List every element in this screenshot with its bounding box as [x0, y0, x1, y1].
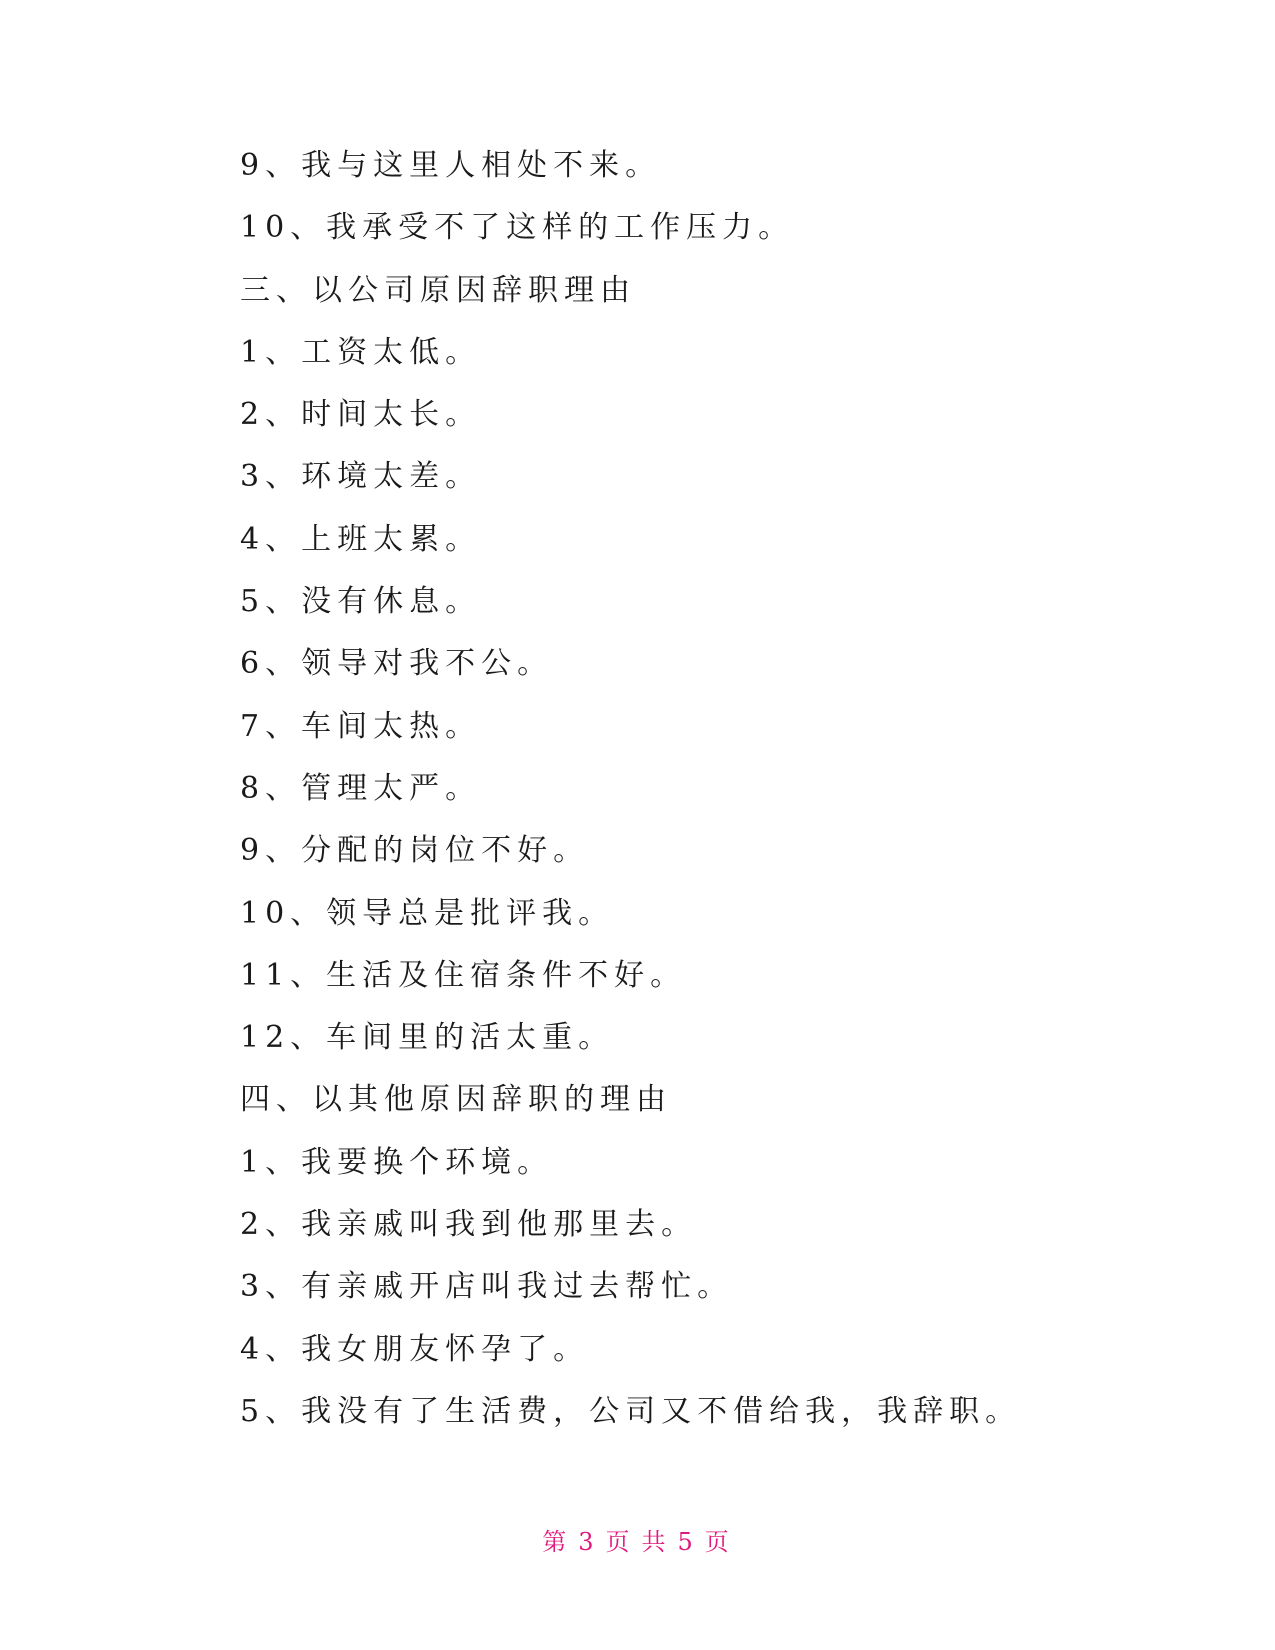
- section-heading: 三、以公司原因辞职理由: [240, 272, 636, 308]
- list-item: 8、管理太严。: [240, 770, 482, 806]
- section-heading: 四、以其他原因辞职的理由: [240, 1082, 672, 1118]
- footer-di: 第: [542, 1528, 571, 1556]
- footer-page-number: 3: [578, 1528, 598, 1556]
- list-item: 4、我女朋友怀孕了。: [240, 1331, 590, 1367]
- list-item: 9、分配的岗位不好。: [240, 833, 590, 869]
- list-item: 1、我要换个环境。: [240, 1144, 554, 1180]
- list-item: 5、没有休息。: [240, 584, 482, 620]
- list-item: 10、领导总是批评我。: [240, 895, 615, 931]
- list-item: 4、上班太累。: [240, 521, 482, 557]
- list-item: 6、领导对我不公。: [240, 646, 554, 682]
- list-item: 11、生活及住宿条件不好。: [240, 957, 687, 993]
- list-item: 7、车间太热。: [240, 708, 482, 744]
- footer-ye: 页: [605, 1528, 634, 1556]
- page-footer: [0, 1522, 1275, 1557]
- list-item: 10、我承受不了这样的工作压力。: [240, 210, 795, 246]
- list-item: 9、我与这里人相处不来。: [240, 148, 662, 183]
- list-item: 1、工资太低。: [240, 334, 482, 370]
- list-item: 3、环境太差。: [240, 459, 482, 495]
- list-item: 3、有亲戚开店叫我过去帮忙。: [240, 1269, 734, 1305]
- list-item: 12、车间里的活太重。: [240, 1020, 615, 1056]
- document-body: [240, 140, 1140, 1448]
- footer-ye-end: 页: [704, 1528, 733, 1556]
- footer-total-pages: 5: [677, 1528, 697, 1556]
- list-item: 5、我没有了生活费，公司又不借给我，我辞职。: [240, 1393, 1022, 1429]
- list-item: 2、时间太长。: [240, 397, 482, 433]
- list-item: 2、我亲戚叫我到他那里去。: [240, 1207, 698, 1243]
- footer-gong: 共: [641, 1528, 670, 1556]
